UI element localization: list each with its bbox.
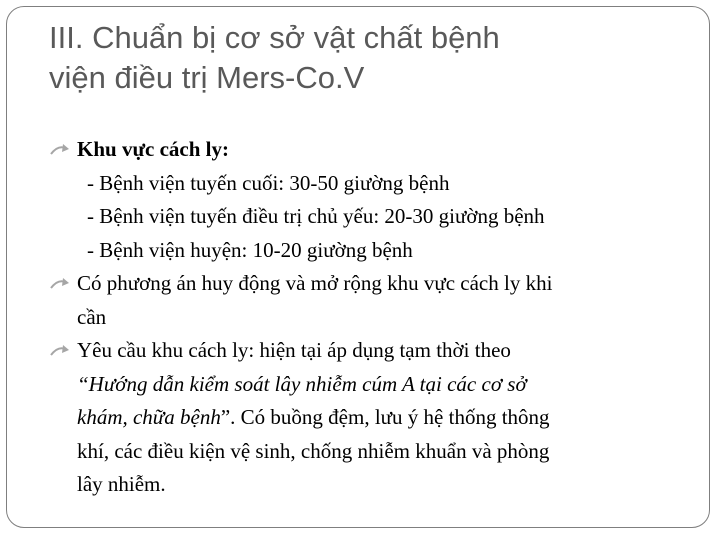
- guideline-title-quote: “Hướng dẫn kiểm soát lây nhiễm cúm A tại các cơ sở: [77, 371, 527, 396]
- sub-item: - Bệnh viện tuyến điều trị chủ yếu: 20-30 giường bệnh: [87, 204, 545, 228]
- bullet-isolation-area: [50, 133, 690, 167]
- guideline-title-quote-cont: khám, chữa bệnh: [77, 405, 221, 429]
- bullet-text-line: [77, 401, 690, 435]
- after-quote-text: ”. Có buồng đệm, lưu ý hệ thống thông: [220, 405, 550, 429]
- bullet-isolation-requirements: [50, 334, 690, 502]
- bullet-text-line: cần: [77, 304, 107, 329]
- bullet-text-line: khí, các điều kiện vệ sinh, chống nhiễm khuẩn và phòng: [77, 438, 550, 463]
- bullet-heading: Khu vực cách ly:: [77, 137, 230, 161]
- title-line-2: viện điều trị Mers-Co.V: [49, 60, 365, 95]
- title-line-1: III. Chuẩn bị cơ sở vật chất bệnh: [49, 20, 500, 55]
- bullet-text-line: Có phương án huy động và mở rộng khu vực cách ly khi: [77, 271, 553, 295]
- bullet-text-line: Yêu cầu khu cách ly: hiện tại áp dụng tạm thời theo: [77, 338, 511, 362]
- slide-title: [49, 18, 689, 98]
- curved-arrow-bullet-icon: [50, 144, 70, 156]
- bullet-text-line: lây nhiễm.: [77, 472, 166, 496]
- slide-content: [50, 133, 690, 502]
- bullet-mobilization-plan: [50, 267, 690, 334]
- curved-arrow-bullet-icon: [50, 278, 70, 290]
- sub-item: - Bệnh viện huyện: 10-20 giường bệnh: [87, 237, 413, 262]
- sub-item: - Bệnh viện tuyến cuối: 30-50 giường bệnh: [87, 170, 450, 195]
- curved-arrow-bullet-icon: [50, 345, 70, 357]
